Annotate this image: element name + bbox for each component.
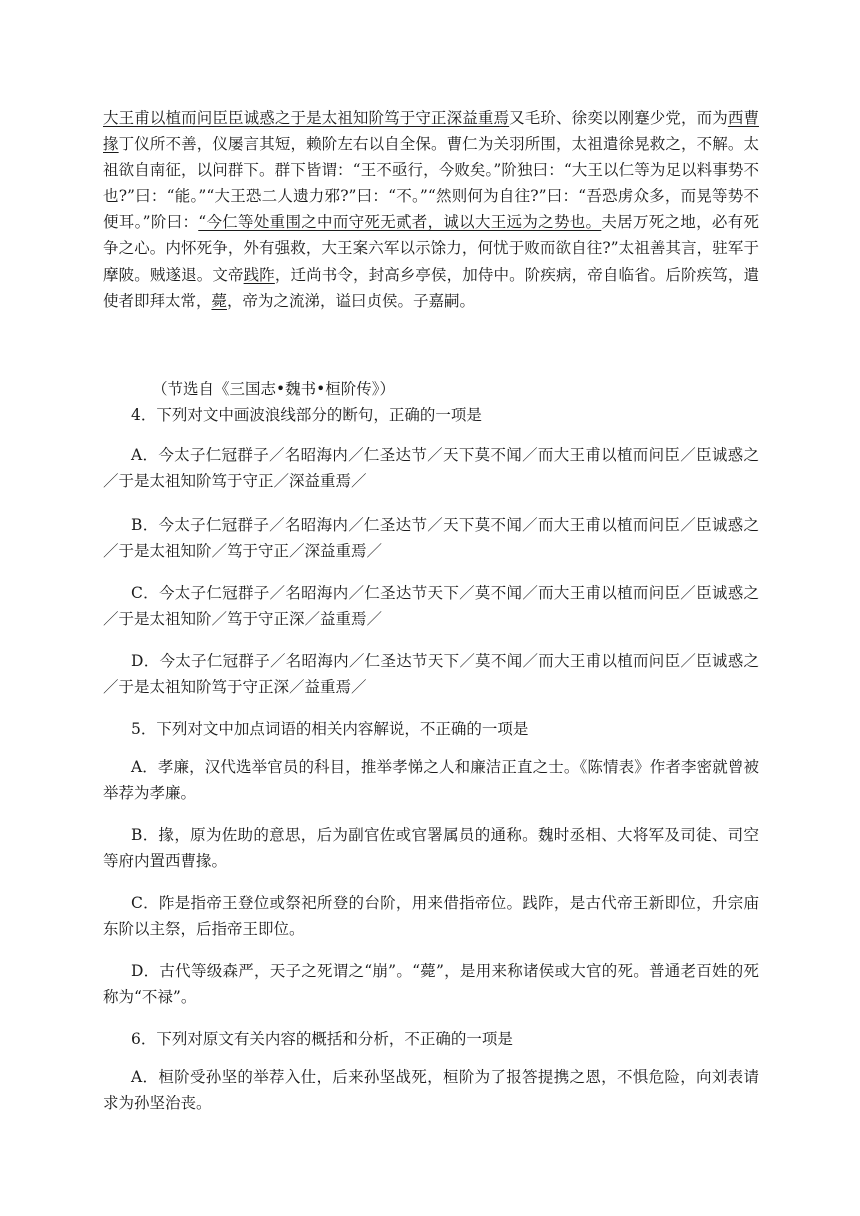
passage-segment: 丁仪所不善，仪屡言其短，赖阶左右以自全保。曹仁为关羽所围，太祖遣徐晃救之，不解。太祖欲自南征，以问群下。群下皆谓：“王不亟行，今败矣。”阶独曰：“大王以仁等为足以料事势不也?”曰：“能。”“大王恐二人遗力邪?”曰：“不。”“然则何为自往?”曰：“吾恐虏众多，而晃等势不便耳。”阶曰：	[103, 135, 759, 232]
underlined-sentence: “今仁等处重围之中而守死无贰者，诚以大王远为之势也。	[198, 213, 602, 232]
passage-segment: ，迁尚书令，封高乡亭侯，加侍中。阶疾病，帝自临省。后阶疾笃，遣使者即拜太常，	[103, 265, 759, 310]
dotted-term-jianzuo: 践阼	[243, 265, 275, 284]
passage-segment: 又毛玠、徐奕以刚蹇少党，而为	[509, 109, 728, 127]
passage-text	[103, 105, 759, 314]
question-6-title: 6．下列对原文有关内容的概括和分析，不正确的一项是	[131, 1030, 513, 1048]
question-4-title: 4．下列对文中画波浪线部分的断句，正确的一项是	[131, 406, 482, 424]
passage-segment: ，帝为之流涕，谥曰贞侯。子嘉嗣。	[227, 291, 476, 310]
wavy-underlined-sentence: 大王甫以植而问臣臣诚惑之于是太祖知阶笃于守正深益重焉	[103, 109, 510, 127]
question-5-option-d: D．古代等级森严，天子之死谓之“崩”。“薨”，是用来称诸侯或大官的死。普通老百姓的死称为“不禄”。	[103, 962, 759, 1007]
question-5-title: 5．下列对文中加点词语的相关内容解说，不正确的一项是	[131, 720, 529, 738]
question-4-option-d: D．今太子仁冠群子／名昭海内／仁圣达节天下／莫不闻／而大王甫以植而问臣／臣诚惑之／于是太祖知阶笃于守正深／益重焉／	[103, 652, 759, 697]
question-6-option-a: A．桓阶受孙坚的举荐入仕，后来孙坚战死，桓阶为了报答提携之恩，不惧危险，向刘表请求为孙坚治丧。	[103, 1068, 759, 1113]
question-4-option-c: C．今太子仁冠群子／名昭海内／仁圣达节天下／莫不闻／而大王甫以植而问臣／臣诚惑之／于是太祖知阶／笃于守正深／益重焉／	[103, 584, 759, 629]
dotted-term-hong: 薨	[211, 291, 228, 310]
passage-segment: 夫居万死之地，必有死争之心。内怀死争，外有强救，大王案六军以示馀力，何忧于败而欲自往?”太祖善其言，驻军于摩陂。贼遂退。文帝	[103, 213, 759, 284]
question-5-option-a: A．孝廉，汉代选举官员的科目，推举孝悌之人和廉洁正直之士。《陈情表》作者李密就曾被举荐为孝廉。	[103, 758, 759, 803]
dotted-term-xicaoyuan: 西曹掾	[103, 109, 759, 154]
question-4-option-a: A．今太子仁冠群子／名昭海内／仁圣达节／天下莫不闻／而大王甫以植而问臣／臣诚惑之／于是太祖知阶笃于守正／深益重焉／	[103, 446, 759, 491]
question-5-option-c: C．阼是指帝王登位或祭祀所登的台阶，用来借指帝位。践阼，是古代帝王新即位，升宗庙东阶以主祭，后指帝王即位。	[103, 894, 759, 939]
question-4-option-b: B．今太子仁冠群子／名昭海内／仁圣达节／天下莫不闻／而大王甫以植而问臣／臣诚惑之／于是太祖知阶／笃于守正／深益重焉／	[103, 516, 759, 561]
source-citation: （节选自《三国志•魏书•桓阶传》）	[152, 380, 396, 398]
question-5-option-b: B．掾，原为佐助的意思，后为副官佐或官署属员的通称。魏时丞相、大将军及司徒、司空等府内置西曹掾。	[103, 826, 759, 871]
